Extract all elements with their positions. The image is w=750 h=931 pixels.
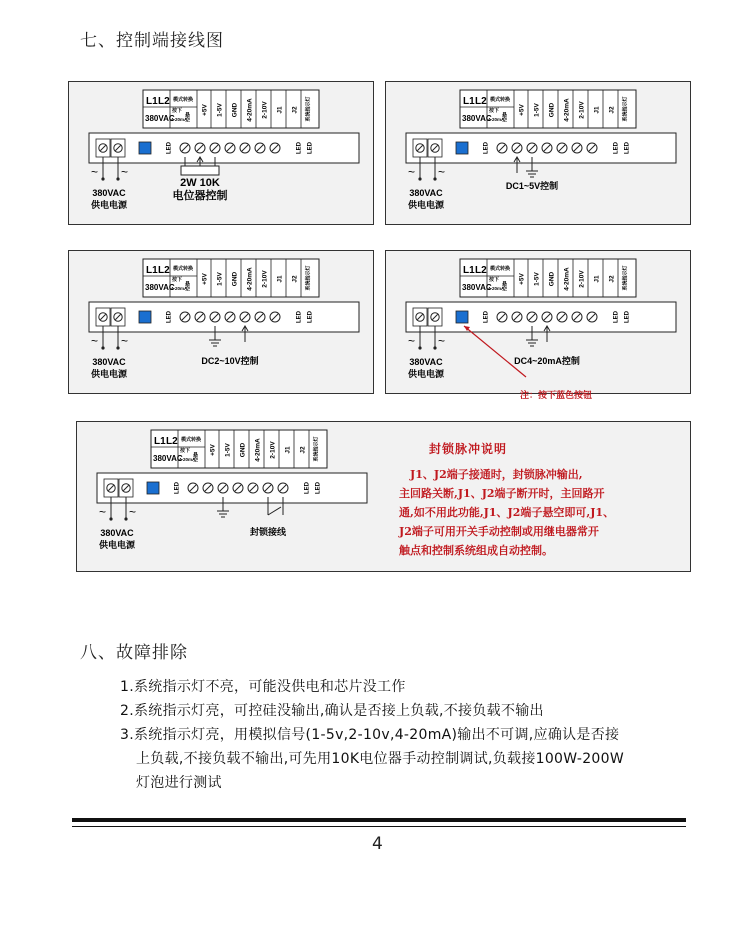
mode-press: 按下 xyxy=(172,277,183,283)
diagram-svg xyxy=(386,251,690,400)
svg-text:LED: LED xyxy=(315,482,322,494)
terminal-label: J1 xyxy=(276,275,284,283)
svg-text:~: ~ xyxy=(129,505,137,519)
mode-title: 模式转换 xyxy=(173,266,194,272)
diagram-potentiometer xyxy=(68,81,374,225)
lock-notes-line: 主回路关断,J1、J2端子断开时，主回路开 xyxy=(399,487,605,500)
terminal-label: GND xyxy=(231,102,239,118)
svg-text:~: ~ xyxy=(91,334,99,348)
terminal-label: 2-10V xyxy=(261,101,269,119)
terminal-label: GND xyxy=(548,271,556,287)
svg-text:LED: LED xyxy=(307,142,314,154)
svg-text:~: ~ xyxy=(438,334,446,348)
l1-label: L1 xyxy=(146,96,158,107)
mode-title: 模式转换 xyxy=(490,97,511,103)
supply-label: 供电电源 xyxy=(90,369,128,379)
control-label: 封锁接线 xyxy=(249,527,287,537)
terminal-label: 4-20mA xyxy=(246,98,254,122)
voltage-label: 380VAC xyxy=(462,283,492,292)
terminal-label: 2-10V xyxy=(261,270,269,288)
l2-label: L2 xyxy=(166,436,178,447)
troubleshoot-item-3-cont: 上负载,不接负载不输出,可先用10K电位器手动控制调试,负载接100W-200W xyxy=(136,751,624,767)
mode-ma: 4-20mA xyxy=(179,457,196,462)
supply-voltage: 380VAC xyxy=(409,357,443,367)
troubleshoot-item-2: 2.系统指示灯亮，可控硅没输出,确认是否接上负载,不接负载不输出 xyxy=(120,703,544,719)
terminal-label: 2-10V xyxy=(578,270,586,288)
footer-rule-thin xyxy=(72,826,686,827)
terminal-label: 1-5V xyxy=(216,103,224,117)
diagram-svg xyxy=(69,82,373,224)
terminal-label: 1-5V xyxy=(533,103,541,117)
mode-title: 模式转换 xyxy=(181,437,202,443)
control-label: DC4~20mA控制 xyxy=(514,356,580,366)
mode-ma: 4-20mA xyxy=(171,286,188,291)
diagram-dc2-10v xyxy=(68,250,374,394)
diagram-svg xyxy=(77,422,381,571)
svg-text:~: ~ xyxy=(121,334,129,348)
terminal-label: 1-5V xyxy=(533,272,541,286)
svg-text:LED: LED xyxy=(613,311,620,323)
diagram-lock xyxy=(76,421,691,572)
mode-press: 按下 xyxy=(489,277,500,283)
l2-label: L2 xyxy=(475,265,487,276)
mode-button[interactable] xyxy=(139,142,151,154)
section-7-title: 七、控制端接线图 xyxy=(80,31,224,51)
supply-label: 供电电源 xyxy=(90,200,128,210)
supply-label: 供电电源 xyxy=(407,369,445,379)
l2-label: L2 xyxy=(475,96,487,107)
diagram-dc4-20ma xyxy=(385,250,691,400)
svg-text:~: ~ xyxy=(438,165,446,179)
diagram-svg xyxy=(69,251,373,393)
l2-label: L2 xyxy=(158,265,170,276)
mode-ma: 4-20mA xyxy=(171,117,188,122)
terminal-label: 4-20mA xyxy=(254,438,262,462)
supply-label: 供电电源 xyxy=(98,540,136,550)
svg-text:LED: LED xyxy=(307,311,314,323)
l1-label: L1 xyxy=(463,96,475,107)
svg-text:~: ~ xyxy=(408,334,416,348)
terminal-label: GND xyxy=(239,442,247,458)
mode-press: 按下 xyxy=(180,448,191,454)
troubleshoot-item-3: 3.系统指示灯亮，用模拟信号(1-5v,2-10v,4-20mA)输出不可调,应确认是否接 xyxy=(120,727,620,743)
mode-button[interactable] xyxy=(139,311,151,323)
terminal-label: +5V xyxy=(201,104,209,116)
lock-notes-line: J1、J2端子接通时，封锁脉冲输出, xyxy=(410,468,583,481)
svg-text:LED: LED xyxy=(483,142,490,154)
terminal-label: +5V xyxy=(201,273,209,285)
svg-text:LED: LED xyxy=(296,311,303,323)
svg-text:LED: LED xyxy=(624,142,631,154)
mode-press: 按下 xyxy=(172,108,183,114)
diagram-dc1-5v xyxy=(385,81,691,225)
mode-button[interactable] xyxy=(456,142,468,154)
terminal-label: 4-20mA xyxy=(246,267,254,291)
terminal-label: 2-10V xyxy=(269,441,277,459)
svg-text:LED: LED xyxy=(483,311,490,323)
voltage-label: 380VAC xyxy=(145,283,175,292)
terminal-label: +5V xyxy=(209,444,217,456)
section-8-title: 八、故障排除 xyxy=(80,643,188,663)
voltage-label: 380VAC xyxy=(153,454,183,463)
diagram-svg xyxy=(386,82,690,224)
svg-text:LED: LED xyxy=(624,311,631,323)
mode-float: 悬空 xyxy=(184,281,190,291)
lock-notes-title: 封锁脉冲说明 xyxy=(429,442,508,456)
mode-float: 悬空 xyxy=(501,112,507,122)
svg-text:LED: LED xyxy=(613,142,620,154)
svg-text:LED: LED xyxy=(166,311,173,323)
voltage-label: 380VAC xyxy=(145,114,175,123)
mode-float: 悬空 xyxy=(501,281,507,291)
lock-notes-line: 通,如不用此功能,J1、J2端子悬空即可,J1、 xyxy=(399,506,615,519)
lock-diagram-area xyxy=(77,422,381,571)
system-indicator-label: 系统指示灯 xyxy=(622,265,629,291)
mode-title: 模式转换 xyxy=(173,97,194,103)
system-indicator-label: 系统指示灯 xyxy=(305,265,312,291)
supply-label: 供电电源 xyxy=(407,200,445,210)
terminal-label: J1 xyxy=(593,106,601,114)
terminal-label: J2 xyxy=(299,446,307,454)
supply-voltage: 380VAC xyxy=(92,188,126,198)
footer-rule-thick xyxy=(72,818,686,822)
svg-text:~: ~ xyxy=(408,165,416,179)
terminal-label: GND xyxy=(231,271,239,287)
terminal-label: J2 xyxy=(608,275,616,283)
l1-label: L1 xyxy=(154,436,166,447)
svg-text:LED: LED xyxy=(174,482,181,494)
terminal-label: GND xyxy=(548,102,556,118)
terminal-label: +5V xyxy=(518,104,526,116)
terminal-label: J1 xyxy=(276,106,284,114)
supply-voltage: 380VAC xyxy=(409,188,443,198)
mode-press: 按下 xyxy=(489,108,500,114)
terminal-label: J2 xyxy=(291,106,299,114)
troubleshoot-item-1: 1.系统指示灯不亮，可能没供电和芯片没工作 xyxy=(120,679,406,695)
mode-ma: 4-20mA xyxy=(488,117,505,122)
svg-text:~: ~ xyxy=(99,505,107,519)
mode-button[interactable] xyxy=(147,482,159,494)
lock-notes-line: J2端子可用开关手动控制或用继电器常开 xyxy=(399,525,599,538)
mode-float: 悬空 xyxy=(184,112,190,122)
supply-voltage: 380VAC xyxy=(92,357,126,367)
blue-button-note: 注：按下蓝色按钮 xyxy=(519,390,593,400)
terminal-label: J1 xyxy=(593,275,601,283)
svg-text:LED: LED xyxy=(166,142,173,154)
terminal-label: 1-5V xyxy=(224,443,232,457)
svg-text:~: ~ xyxy=(121,165,129,179)
control-label: 2W 10K xyxy=(180,177,220,189)
terminal-label: J1 xyxy=(284,446,292,454)
svg-text:LED: LED xyxy=(296,142,303,154)
mode-float: 悬空 xyxy=(192,452,198,462)
voltage-label: 380VAC xyxy=(462,114,492,123)
terminal-label: 2-10V xyxy=(578,101,586,119)
control-label: DC1~5V控制 xyxy=(505,181,559,191)
svg-text:LED: LED xyxy=(304,482,311,494)
terminal-label: 4-20mA xyxy=(563,98,571,122)
control-label-2: 电位器控制 xyxy=(172,190,228,202)
terminal-label: J2 xyxy=(608,106,616,114)
system-indicator-label: 系统指示灯 xyxy=(305,96,312,122)
terminal-label: 4-20mA xyxy=(563,267,571,291)
system-indicator-label: 系统指示灯 xyxy=(622,96,629,122)
svg-text:~: ~ xyxy=(91,165,99,179)
l1-label: L1 xyxy=(463,265,475,276)
troubleshoot-item-3-cont2: 灯泡进行测试 xyxy=(136,775,222,791)
mode-button[interactable] xyxy=(456,311,468,323)
terminal-label: J2 xyxy=(291,275,299,283)
mode-ma: 4-20mA xyxy=(488,286,505,291)
lock-notes-line: 触点和控制系统组成自动控制。 xyxy=(399,544,553,557)
supply-voltage: 380VAC xyxy=(100,528,134,538)
control-label: DC2~10V控制 xyxy=(201,356,259,366)
terminal-label: 1-5V xyxy=(216,272,224,286)
l1-label: L1 xyxy=(146,265,158,276)
mode-title: 模式转换 xyxy=(490,266,511,272)
terminal-label: +5V xyxy=(518,273,526,285)
page-number: 4 xyxy=(372,834,383,854)
system-indicator-label: 系统指示灯 xyxy=(313,436,320,462)
l2-label: L2 xyxy=(158,96,170,107)
